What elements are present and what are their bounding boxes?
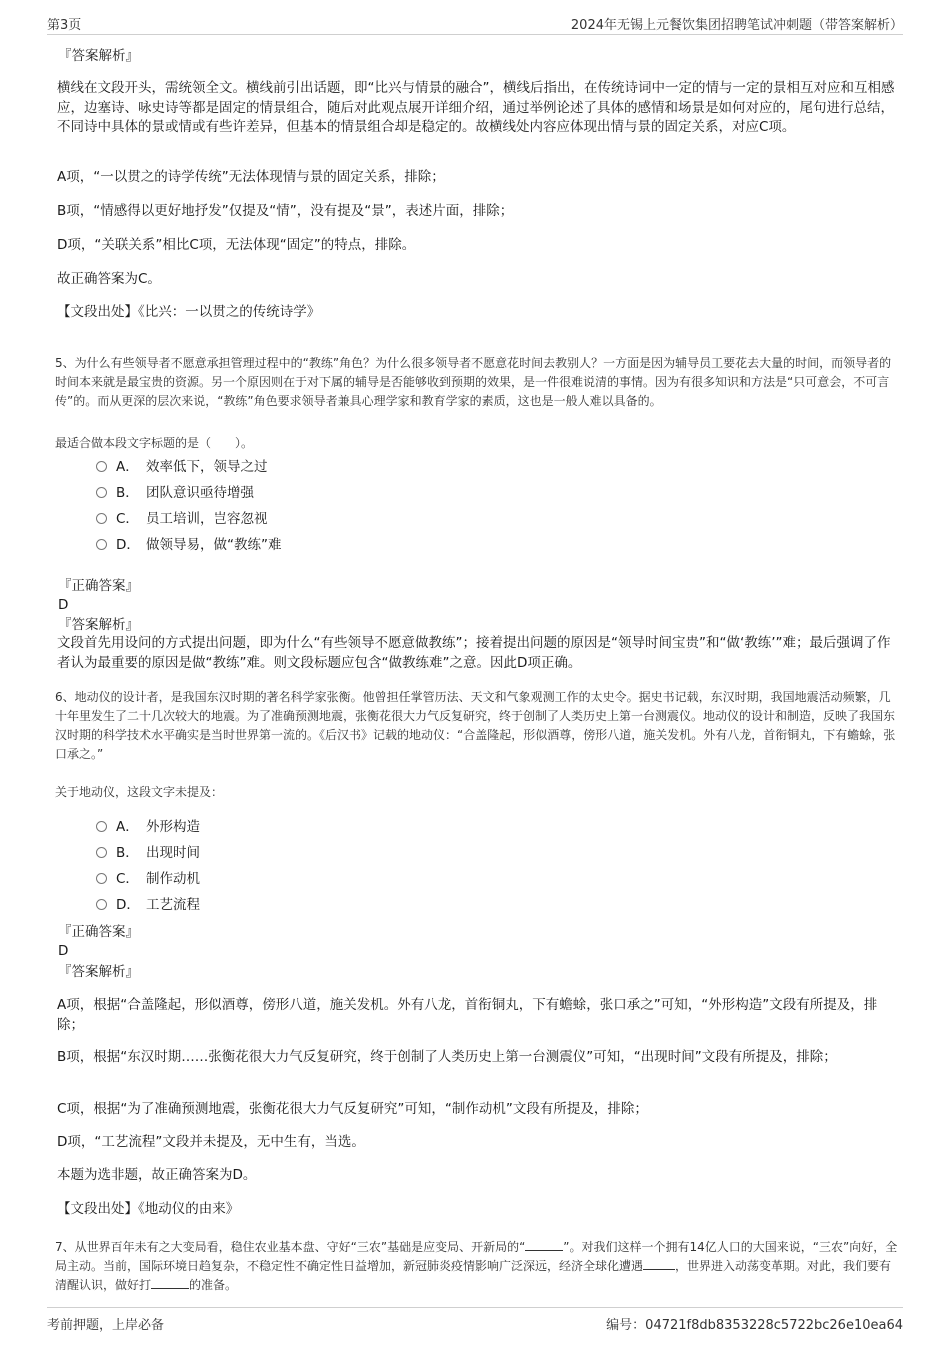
- radio-icon[interactable]: [96, 899, 107, 910]
- analysis-label: 『答案解析』: [58, 617, 139, 633]
- q6-option-c[interactable]: C． 制作动机: [96, 869, 200, 889]
- q6-analysis-d: D项，“工艺流程”文段并未提及，无中生有，当选。: [57, 1134, 365, 1150]
- q6-analysis-c: C项，根据“为了准确预测地震，张衡花很大力气反复研究”可知，“制作动机”文段有所提及，排除；: [57, 1101, 648, 1117]
- q5-option-b[interactable]: B． 团队意识亟待增强: [96, 483, 254, 503]
- source-line: 【文段出处】《地动仪的由来》: [57, 1201, 240, 1217]
- document-title: 2024年无锡上元餐饮集团招聘笔试冲刺题（带答案解析）: [570, 18, 903, 33]
- q5-analysis: 文段首先用设问的方式提出问题，即为什么“有些领导不愿意做教练”；接着提出问题的原因是“领导时间宝贵”和“做‘教练’”难；最后强调了作者认为最重要的原因是做“教练”难。则文段标题应包含“做教练难”之意。因此D项正确。: [57, 635, 891, 671]
- fill-blank[interactable]: [643, 1257, 675, 1270]
- correct-answer: D: [58, 943, 69, 959]
- page-number: 第3页: [47, 18, 82, 33]
- page-footer: [47, 1307, 903, 1333]
- radio-icon[interactable]: [96, 821, 107, 832]
- fill-blank[interactable]: [525, 1238, 563, 1251]
- analysis-label: 『答案解析』: [58, 48, 139, 64]
- analysis-option-b: B项，“情感得以更好地抒发”仅提及“情”，没有提及“景”，表述片面，排除；: [57, 203, 514, 219]
- correct-answer: D: [58, 597, 69, 613]
- q6-analysis-a: A项，根据“合盖隆起，形似酒尊，傍形八道，施关发机。外有八龙，首衔铜丸，下有蟾蜍，张口承之”可知，“外形构造”文段有所提及，排除；: [57, 997, 878, 1033]
- question-6-stem: 6、地动仪的设计者，是我国东汉时期的著名科学家张衡。他曾担任掌管历法、天文和气象观测工作的太史令。据史书记载，东汉时期，我国地震活动频繁，几十年里发生了二十几次较大的地震。为了准确预测地震，张衡花很大力气反复研究，终于创制了人类历史上第一台测震仪。地动仪的设计和制造，反映了我国东汉时期的科学技术水平确实是当时世界第一流的。《后汉书》记载的地动仪：“合盖隆起，形似酒尊，傍形八道，施关发机。外有八龙，首衔铜丸，下有蟾蜍，张口承之。”: [55, 690, 896, 761]
- footer-slogan: 考前押题，上岸必备: [47, 1318, 165, 1333]
- radio-icon[interactable]: [96, 461, 107, 472]
- radio-icon[interactable]: [96, 873, 107, 884]
- q5-option-c[interactable]: C． 员工培训，岂容忽视: [96, 509, 268, 529]
- radio-icon[interactable]: [96, 539, 107, 550]
- radio-icon[interactable]: [96, 513, 107, 524]
- correct-answer-label: 『正确答案』: [58, 578, 139, 594]
- q5-option-d[interactable]: D． 做领导易，做“教练”难: [96, 535, 282, 555]
- correct-answer-label: 『正确答案』: [58, 924, 139, 940]
- q6-option-a[interactable]: A． 外形构造: [96, 817, 200, 837]
- analysis-paragraph: 横线在文段开头，需统领全文。横线前引出话题，即“比兴与情景的融合”，横线后指出，在传统诗词中一定的情与一定的景相互对应和互相感应，边塞诗、咏史诗等都是固定的情景组合，随后对此观点展开详细介绍，通过举例论述了具体的感情和场景是如何对应的，尾句进行总结，不同诗中具体的景或情或有些许差异，但基本的情景组合却是稳定的。故横线处内容应体现出情与景的固定关系，对应C项。: [57, 80, 895, 135]
- question-5-ask: 最适合做本段文字标题的是（ ）。: [55, 436, 254, 450]
- radio-icon[interactable]: [96, 847, 107, 858]
- answer-line: 本题为选非题，故正确答案为D。: [57, 1167, 257, 1183]
- analysis-label: 『答案解析』: [58, 964, 139, 980]
- document-id: 编号：04721f8db8353228c5722bc26e10ea64: [606, 1318, 903, 1333]
- q6-option-b[interactable]: B． 出现时间: [96, 843, 200, 863]
- analysis-option-d: D项，“关联关系”相比C项，无法体现“固定”的特点，排除。: [57, 237, 416, 253]
- q5-option-a[interactable]: A． 效率低下，领导之过: [96, 457, 268, 477]
- question-5-stem: 5、为什么有些领导者不愿意承担管理过程中的“教练”角色？为什么很多领导者不愿意花时间去教别人？一方面是因为辅导员工要花去大量的时间，而领导者的时间本来就是最宝贵的资源。另一个原因则在于对下属的辅导是否能够收到预期的效果，是一件很难说清的事情。因为有很多知识和方法是“只可意会，不可言传”的。而从更深的层次来说，“教练”角色要求领导者兼具心理学家和教育学家的素质，这也是一般人难以具备的。: [55, 356, 892, 408]
- page-header: [47, 14, 903, 35]
- fill-blank[interactable]: [151, 1276, 189, 1289]
- q6-option-d[interactable]: D． 工艺流程: [96, 895, 200, 915]
- question-7-stem: 7、从世界百年未有之大变局看，稳住农业基本盘、守好“三农”基础是应变局、开新局的“ ”。对我们这样一个拥有14亿人口的大国来说，“三农”向好，全局主动。当前，国际环境日趋复杂，不稳定性不确定性日益增加，新冠肺炎疫情影响广泛深远，经济全球化遭遇 ，世界进入动荡变革期。对此，我们要有清醒认识，做好打 的准备。: [55, 1240, 898, 1292]
- answer-line: 故正确答案为C。: [57, 271, 161, 287]
- source-line: 【文段出处】《比兴：一以贯之的传统诗学》: [57, 304, 321, 320]
- analysis-option-a: A项，“一以贯之的诗学传统”无法体现情与景的固定关系，排除；: [57, 169, 445, 185]
- q6-analysis-b: B项，根据“东汉时期……张衡花很大力气反复研究，终于创制了人类历史上第一台测震仪”可知，“出现时间”文段有所提及，排除；: [57, 1049, 837, 1065]
- radio-icon[interactable]: [96, 487, 107, 498]
- question-6-ask: 关于地动仪，这段文字未提及：: [55, 785, 224, 799]
